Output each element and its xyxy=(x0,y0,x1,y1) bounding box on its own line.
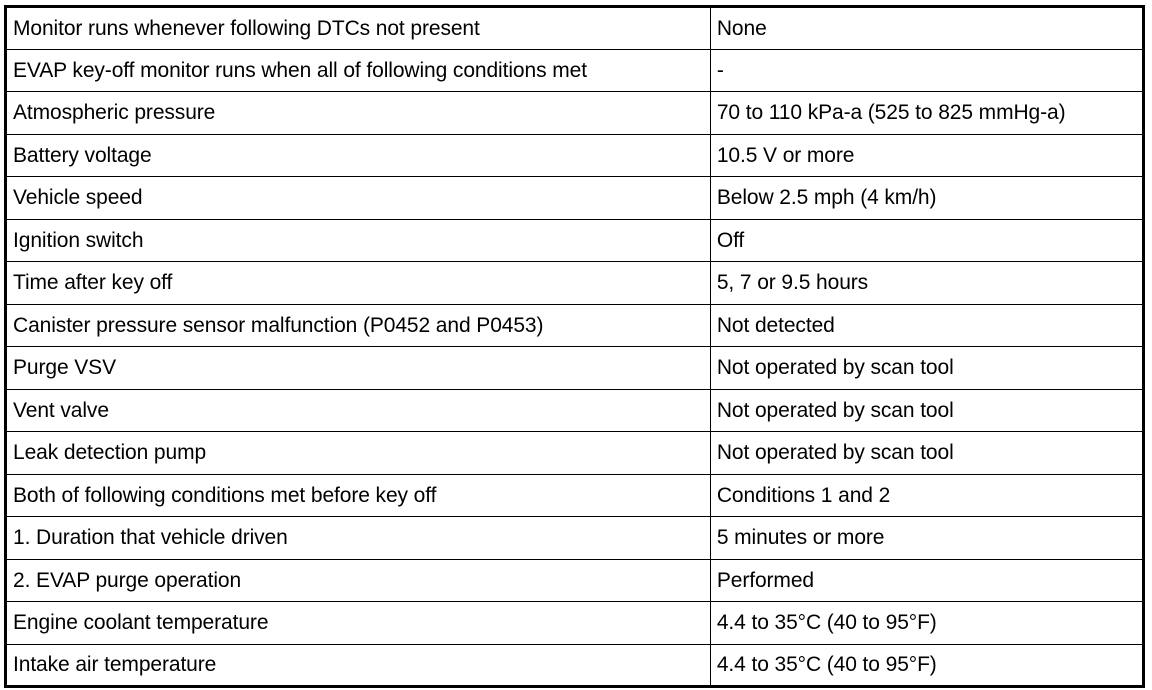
condition-value: 4.4 to 35°C (40 to 95°F) xyxy=(710,644,1143,687)
table-row xyxy=(6,7,1144,50)
table-row xyxy=(6,49,1144,92)
table-row xyxy=(6,389,1144,432)
condition-value: Not operated by scan tool xyxy=(710,389,1143,432)
condition-value: 10.5 V or more xyxy=(710,134,1143,177)
condition-label: Intake air temperature xyxy=(6,644,711,687)
condition-value: None xyxy=(710,7,1143,50)
condition-label: Engine coolant temperature xyxy=(6,602,711,645)
table-row xyxy=(6,474,1144,517)
condition-value: Not operated by scan tool xyxy=(710,432,1143,475)
table-row xyxy=(6,559,1144,602)
condition-label: Monitor runs whenever following DTCs not present xyxy=(6,7,711,50)
condition-label: Time after key off xyxy=(6,262,711,305)
condition-value: 70 to 110 kPa-a (525 to 825 mmHg-a) xyxy=(710,92,1143,135)
condition-value: 5, 7 or 9.5 hours xyxy=(710,262,1143,305)
condition-label: 1. Duration that vehicle driven xyxy=(6,517,711,560)
condition-value: Conditions 1 and 2 xyxy=(710,474,1143,517)
table-row xyxy=(6,644,1144,687)
condition-label: Battery voltage xyxy=(6,134,711,177)
table-row xyxy=(6,602,1144,645)
table-row xyxy=(6,347,1144,390)
table-row xyxy=(6,219,1144,262)
condition-value: - xyxy=(710,49,1143,92)
condition-value: Below 2.5 mph (4 km/h) xyxy=(710,177,1143,220)
condition-value: Not operated by scan tool xyxy=(710,347,1143,390)
table-row xyxy=(6,177,1144,220)
condition-label: Vehicle speed xyxy=(6,177,711,220)
condition-label: Vent valve xyxy=(6,389,711,432)
condition-label: 2. EVAP purge operation xyxy=(6,559,711,602)
condition-value: 4.4 to 35°C (40 to 95°F) xyxy=(710,602,1143,645)
condition-label: Atmospheric pressure xyxy=(6,92,711,135)
condition-label: Both of following conditions met before key off xyxy=(6,474,711,517)
table-row xyxy=(6,134,1144,177)
table-row xyxy=(6,262,1144,305)
monitor-conditions-table xyxy=(4,5,1145,688)
condition-label: Ignition switch xyxy=(6,219,711,262)
table-row xyxy=(6,517,1144,560)
table-body xyxy=(6,7,1144,687)
condition-value: Off xyxy=(710,219,1143,262)
condition-value: Not detected xyxy=(710,304,1143,347)
condition-label: Purge VSV xyxy=(6,347,711,390)
condition-value: Performed xyxy=(710,559,1143,602)
condition-value: 5 minutes or more xyxy=(710,517,1143,560)
condition-label: Leak detection pump xyxy=(6,432,711,475)
table-row xyxy=(6,432,1144,475)
condition-label: EVAP key-off monitor runs when all of following conditions met xyxy=(6,49,711,92)
table-row xyxy=(6,304,1144,347)
condition-label: Canister pressure sensor malfunction (P0452 and P0453) xyxy=(6,304,711,347)
table-row xyxy=(6,92,1144,135)
